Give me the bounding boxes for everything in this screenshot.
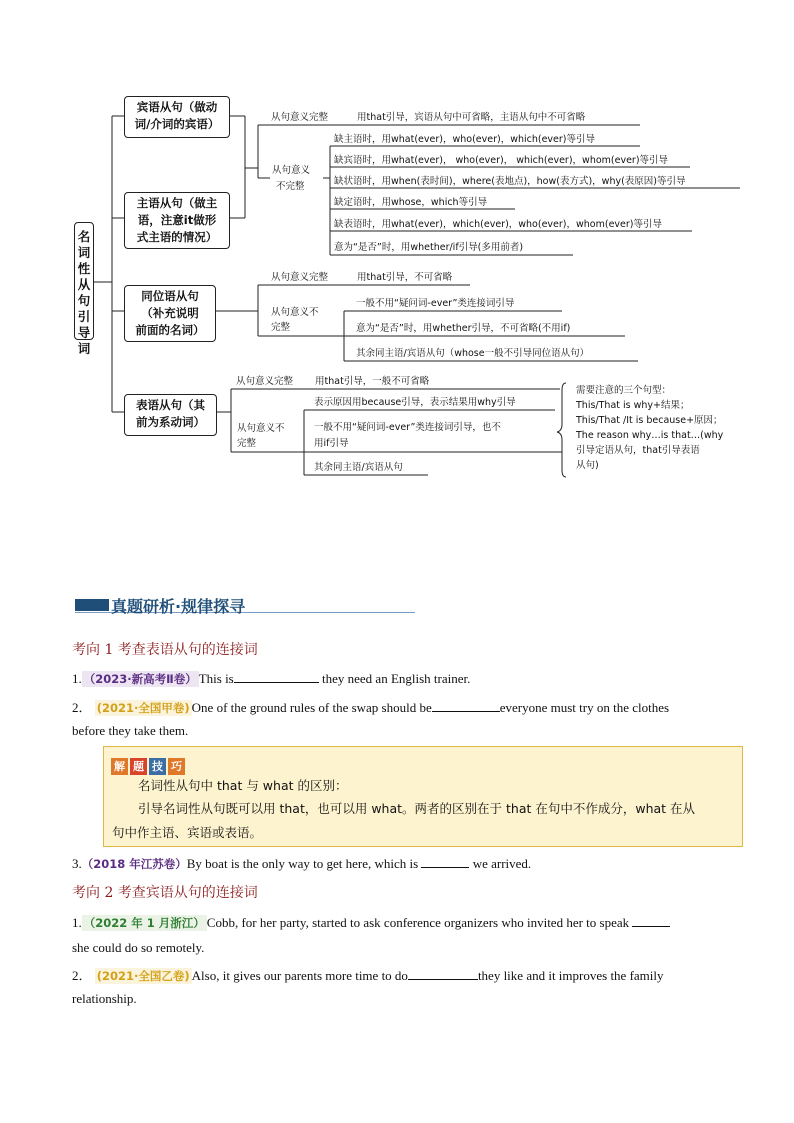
appositive-complete-desc: 用that引导，不可省略	[357, 272, 453, 283]
predicative-note-6: 从句)	[576, 460, 599, 471]
object-complete-desc: 用that引导，宾语从句中可省略，主语从句中不可省略	[357, 112, 586, 123]
predicative-incomplete-label-2: 完整	[237, 438, 257, 449]
d1-question-2-line2: before they take them.	[72, 723, 189, 738]
rule-missing-predicative: 缺表语时，用what(ever)，which(ever)，who(ever)，whom(ever)等引导	[334, 219, 662, 230]
direction-2-title: 考向 2 考查宾语从句的连接词	[72, 885, 258, 901]
d1-question-2: 2． (2021·全国甲卷) One of the ground rules of the swap should be everyone must try on the clothes	[72, 700, 670, 715]
d2-question-1: 1. （2022 年 1 月浙江） Cobb, for her party, started to ask conference organizers who invited her to speak	[72, 914, 670, 931]
d1-q2-source: (2021·全国甲卷)	[96, 701, 190, 715]
tip-tag-4: 巧	[168, 758, 185, 775]
subject-clause-node: 主语从句（做主 语，注意it做形 式主语的情况）	[124, 192, 230, 249]
rule-missing-attributive: 缺定语时，用whose，which等引导	[334, 197, 488, 208]
tip-line-2: 引导名词性从句既可以用 that，也可以用 what。两者的区别在于 that 在句中不作成分，what 在从	[138, 801, 696, 816]
predicative-rule-1: 表示原因用because引导，表示结果用why引导	[314, 397, 516, 408]
rule-missing-subject: 缺主语时，用what(ever)，who(ever)，which(ever)等引导	[334, 134, 596, 145]
d1-q3-blank[interactable]	[421, 855, 469, 868]
d1-question-1: 1. （2023·新高考Ⅱ卷） This is they need an English trainer.	[72, 671, 471, 686]
d2-q2-source: (2021·全国乙卷)	[96, 969, 190, 983]
d1-q1-source: （2023·新高考Ⅱ卷）	[83, 672, 197, 686]
tip-line-3: 句中作主语、宾语或表语。	[112, 825, 263, 840]
d2-q1-blank[interactable]	[632, 914, 670, 927]
appositive-complete-label: 从句意义完整	[271, 272, 329, 283]
rule-missing-object: 缺宾语时，用what(ever)， who(ever)， which(ever)，whom(ever)等引导	[334, 155, 669, 166]
direction-1-title: 考向 1 考查表语从句的连接词	[72, 642, 258, 658]
tip-tags	[111, 755, 187, 775]
appositive-rule-2: 意为“是否”时，用whether引导，不可省略(不用if)	[356, 323, 571, 334]
d1-q2-blank[interactable]	[432, 699, 500, 712]
predicative-incomplete-label-1: 从句意义不	[237, 423, 285, 434]
predicative-note-1: 需要注意的三个句型：	[576, 385, 672, 396]
d2-question-2-line2: relationship.	[72, 991, 137, 1006]
object-incomplete-label-2: 不完整	[276, 181, 305, 192]
predicative-note-5: 引导定语从句，that引导表语	[576, 445, 700, 456]
object-complete-label: 从句意义完整	[271, 112, 329, 123]
predicative-clause-node: 表语从句（其 前为系动词）	[124, 394, 217, 436]
predicative-note-4: The reason why…is that…(why	[576, 430, 724, 441]
section-title: 真题研析·规律探寻	[111, 597, 246, 616]
tip-tag-2: 题	[130, 758, 147, 775]
predicative-complete-label: 从句意义完整	[236, 376, 294, 387]
d2-question-2: 2． (2021·全国乙卷) Also, it gives our parents more time to do they like and it improves the family	[72, 968, 664, 983]
d2-q2-blank[interactable]	[408, 967, 478, 980]
mindmap-root: 名词性从句引导词	[74, 222, 94, 340]
tip-tag-3: 技	[149, 758, 166, 775]
tip-tag-1: 解	[111, 758, 128, 775]
appositive-clause-node: 同位语从句 （补充说明 前面的名词）	[124, 285, 216, 342]
predicative-note-3: This/That /It is because+原因；	[576, 415, 723, 426]
appositive-incomplete-label-2: 完整	[271, 322, 291, 333]
tip-box	[103, 746, 743, 847]
predicative-rule-3: 其余同主语/宾语从句	[314, 462, 403, 473]
appositive-rule-3: 其余同主语/宾语从句（whose一般不引导同位语从句）	[356, 348, 590, 359]
object-incomplete-label-1: 从句意义	[272, 165, 311, 176]
predicative-complete-desc: 用that引导，一般不可省略	[315, 376, 430, 387]
predicative-note-2: This/That is why+结果；	[576, 400, 690, 411]
d1-question-3: 3.（2018 年江苏卷）By boat is the only way to get here, which is we arrived.	[72, 856, 532, 871]
d2-question-1-line2: she could do so remotely.	[72, 940, 205, 955]
section-title-bar	[75, 599, 109, 611]
predicative-rule-2a: 一般不用“疑问词-ever”类连接词引导，也不	[314, 422, 501, 433]
predicative-rule-2b: 用if引导	[314, 438, 349, 449]
d1-q1-blank[interactable]	[234, 670, 319, 683]
rule-whether: 意为“是否”时，用whether/if引导(多用前者)	[334, 242, 524, 253]
object-clause-node: 宾语从句（做动 词/介词的宾语）	[124, 96, 230, 138]
d1-q3-source: （2018 年江苏卷）	[81, 857, 187, 871]
tip-line-1: 名词性从句中 that 与 what 的区别：	[138, 778, 348, 793]
appositive-incomplete-label-1: 从句意义不	[271, 307, 319, 318]
appositive-rule-1: 一般不用“疑问词-ever”类连接词引导	[356, 298, 515, 309]
d2-q1-source: （2022 年 1 月浙江）	[83, 916, 205, 930]
rule-missing-adverbial: 缺状语时，用when(表时间)，where(表地点)，how(表方式)，why(表原因)等引导	[334, 176, 686, 187]
